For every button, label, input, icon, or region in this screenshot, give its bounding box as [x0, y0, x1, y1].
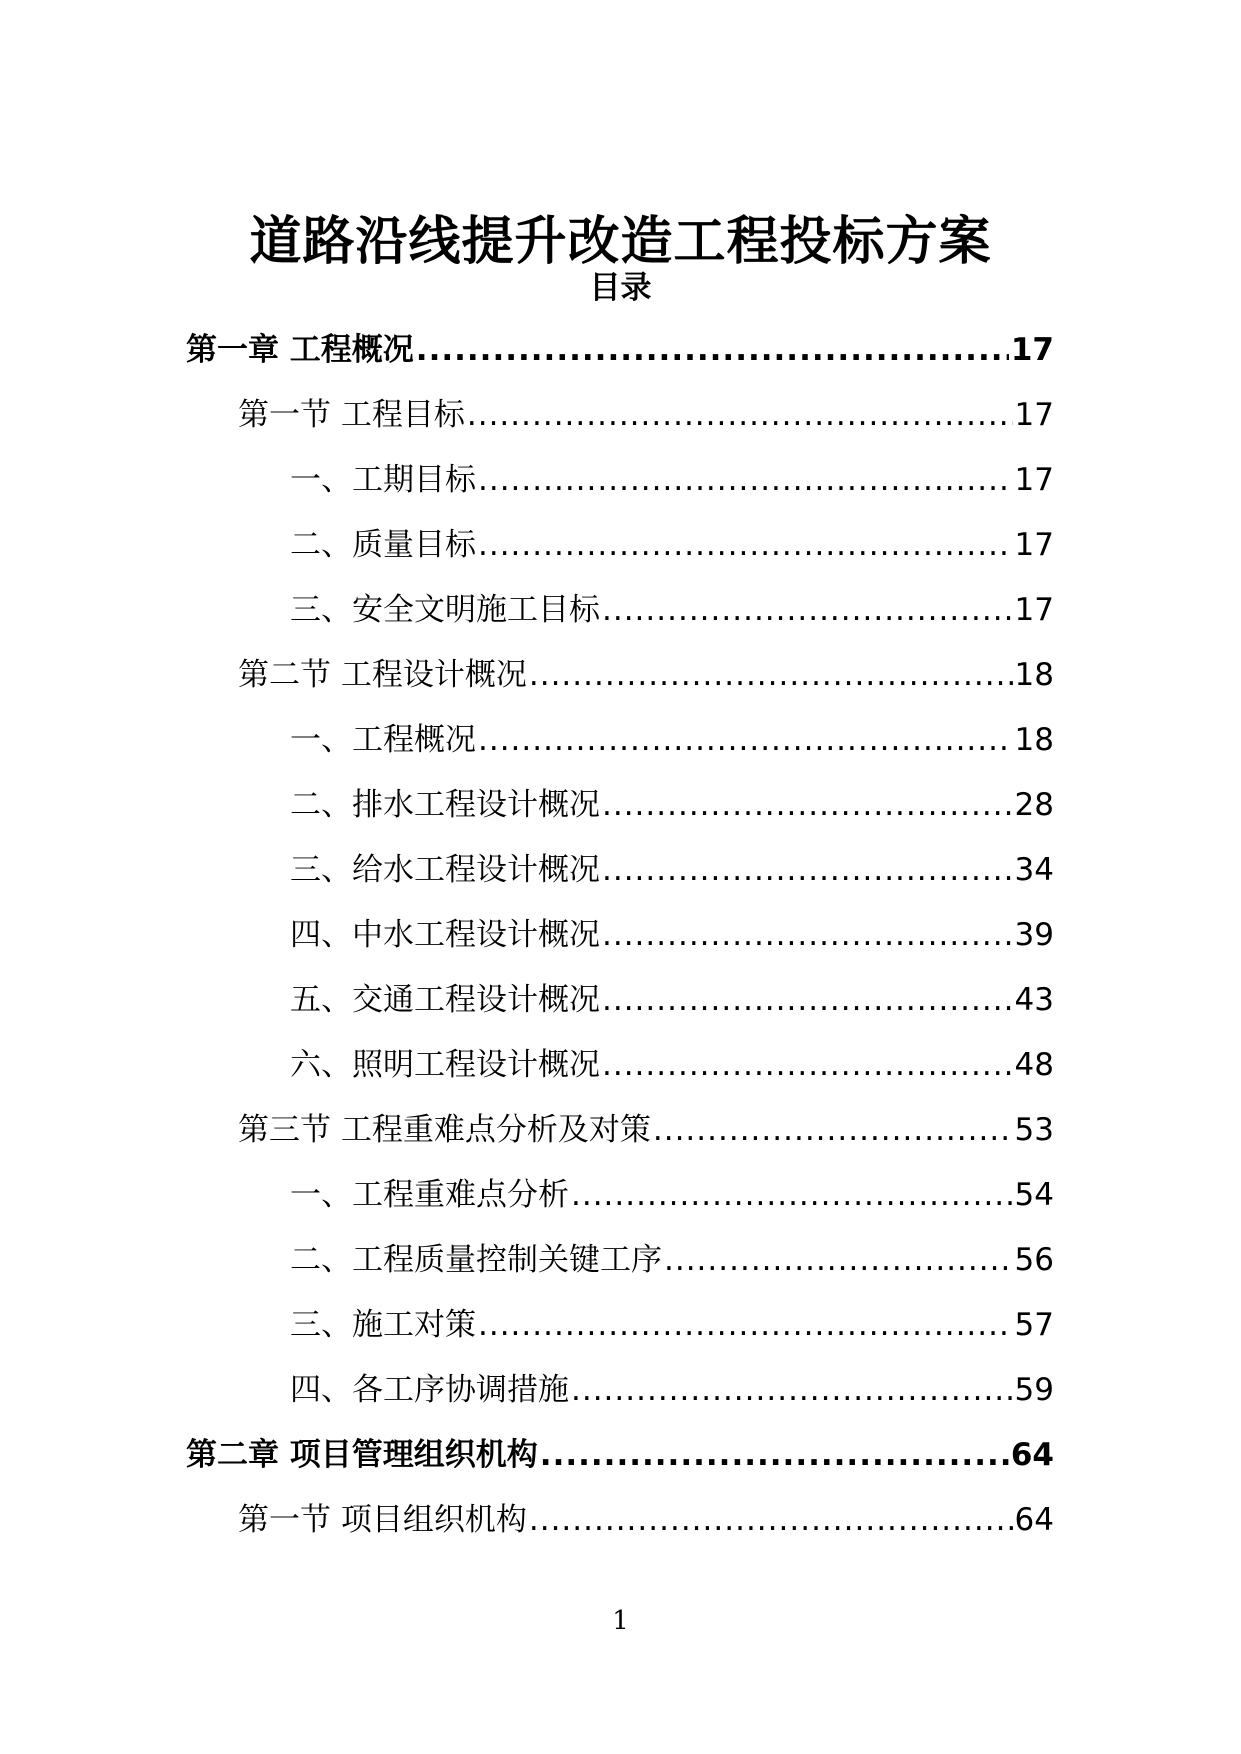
toc-section-entry[interactable]: [186, 1110, 1054, 1175]
toc-section-entry[interactable]: [186, 1500, 1054, 1565]
toc-entry-title: 一、工程重难点分析: [290, 1177, 569, 1213]
toc-entry-title: 二、排水工程设计概况: [290, 787, 600, 823]
toc-entry-page: 54: [1014, 1177, 1054, 1213]
toc-entry-title: 第三节 工程重难点分析及对策: [238, 1112, 651, 1148]
toc-entry-title: 第二节 工程设计概况: [238, 657, 527, 693]
toc-subsection-entry[interactable]: [186, 1045, 1054, 1110]
table-of-contents: [186, 330, 1054, 1565]
toc-entry-title: 六、照明工程设计概况: [290, 1047, 600, 1083]
toc-dot-leader: [602, 980, 1013, 1020]
toc-subsection-entry[interactable]: [186, 785, 1054, 850]
toc-dot-leader: [664, 1240, 1013, 1280]
toc-entry-page: 17: [1014, 462, 1054, 498]
toc-entry-page: 57: [1014, 1307, 1054, 1343]
toc-entry-title: 二、工程质量控制关键工序: [290, 1242, 662, 1278]
toc-entry-page: 18: [1014, 722, 1054, 758]
toc-entry-title: 五、交通工程设计概况: [290, 982, 600, 1018]
toc-entry-title: 第二章 项目管理组织机构: [186, 1437, 538, 1473]
toc-entry-page: 48: [1014, 1047, 1054, 1083]
toc-chapter-entry[interactable]: [186, 1435, 1054, 1500]
toc-dot-leader: [602, 850, 1013, 890]
toc-subsection-entry[interactable]: [186, 1175, 1054, 1240]
toc-entry-page: 17: [1014, 527, 1054, 563]
toc-subsection-entry[interactable]: [186, 915, 1054, 980]
toc-entry-title: 四、各工序协调措施: [290, 1372, 569, 1408]
toc-subsection-entry[interactable]: [186, 850, 1054, 915]
toc-dot-leader: [529, 655, 1013, 695]
toc-subsection-entry[interactable]: [186, 1370, 1054, 1435]
toc-heading: 目录: [589, 270, 652, 306]
toc-dot-leader: [478, 460, 1013, 500]
toc-dot-leader: [478, 525, 1013, 565]
toc-dot-leader: [478, 1305, 1013, 1345]
toc-dot-leader: [478, 720, 1013, 760]
toc-subsection-entry[interactable]: [186, 525, 1054, 590]
toc-entry-page: 17: [1014, 592, 1054, 628]
toc-dot-leader: [529, 1500, 1013, 1540]
toc-entry-title: 一、工程概况: [290, 722, 476, 758]
toc-dot-leader: [602, 1045, 1013, 1085]
toc-entry-page: 43: [1014, 982, 1054, 1018]
toc-section-entry[interactable]: [186, 395, 1054, 460]
toc-entry-page: 39: [1014, 917, 1054, 953]
toc-entry-page: 17: [1010, 332, 1054, 368]
toc-entry-title: 第一章 工程概况: [186, 332, 414, 368]
toc-dot-leader: [540, 1435, 1009, 1475]
toc-subsection-entry[interactable]: [186, 1240, 1054, 1305]
toc-entry-title: 二、质量目标: [290, 527, 476, 563]
toc-chapter-entry[interactable]: [186, 330, 1054, 395]
toc-entry-page: 28: [1014, 787, 1054, 823]
toc-dot-leader: [602, 785, 1013, 825]
toc-entry-page: 64: [1014, 1502, 1054, 1538]
toc-entry-title: 三、安全文明施工目标: [290, 592, 600, 628]
toc-subsection-entry[interactable]: [186, 1305, 1054, 1370]
toc-dot-leader: [571, 1370, 1013, 1410]
toc-dot-leader: [416, 330, 1009, 370]
toc-entry-page: 17: [1014, 397, 1054, 433]
page-number: 1: [612, 1606, 629, 1636]
toc-entry-title: 四、中水工程设计概况: [290, 917, 600, 953]
toc-dot-leader: [653, 1110, 1013, 1150]
document-title: 道路沿线提升改造工程投标方案: [249, 211, 992, 272]
toc-entry-title: 一、工期目标: [290, 462, 476, 498]
toc-entry-page: 18: [1014, 657, 1054, 693]
toc-subsection-entry[interactable]: [186, 720, 1054, 785]
toc-entry-page: 53: [1014, 1112, 1054, 1148]
toc-entry-page: 64: [1010, 1437, 1054, 1473]
toc-section-entry[interactable]: [186, 655, 1054, 720]
toc-dot-leader: [602, 915, 1013, 955]
toc-subsection-entry[interactable]: [186, 980, 1054, 1045]
toc-dot-leader: [467, 395, 1013, 435]
toc-entry-title: 第一节 项目组织机构: [238, 1502, 527, 1538]
toc-dot-leader: [602, 590, 1013, 630]
toc-entry-title: 三、施工对策: [290, 1307, 476, 1343]
toc-dot-leader: [571, 1175, 1013, 1215]
toc-subsection-entry[interactable]: [186, 590, 1054, 655]
toc-entry-title: 三、给水工程设计概况: [290, 852, 600, 888]
toc-entry-page: 56: [1014, 1242, 1054, 1278]
toc-entry-page: 59: [1014, 1372, 1054, 1408]
toc-entry-title: 第一节 工程目标: [238, 397, 465, 433]
toc-entry-page: 34: [1014, 852, 1054, 888]
toc-subsection-entry[interactable]: [186, 460, 1054, 525]
